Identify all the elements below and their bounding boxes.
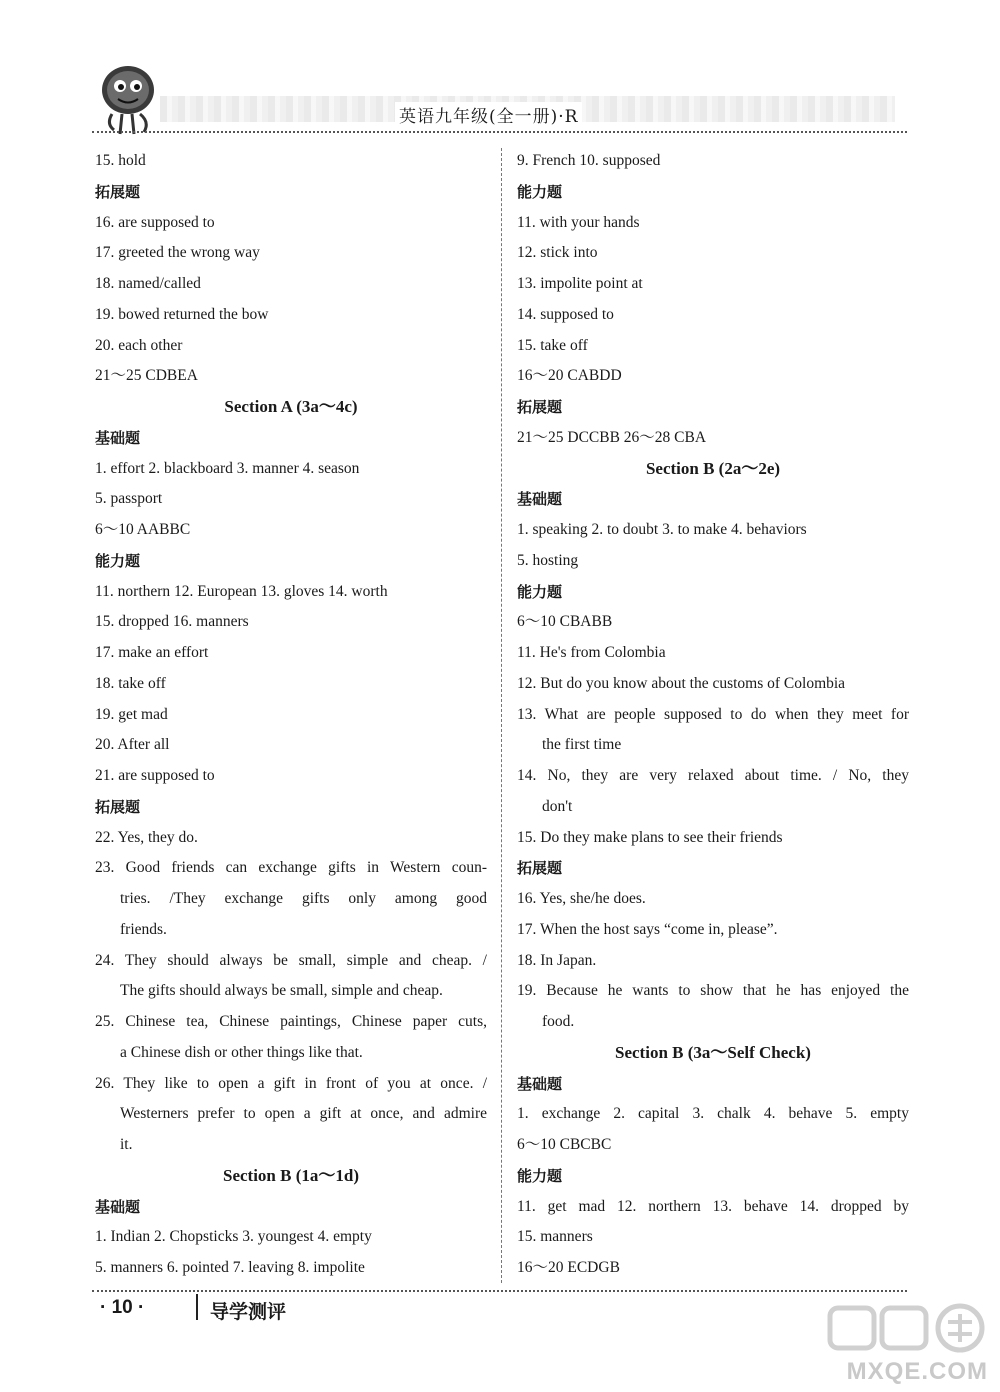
answer-line: 14. No, they are very relaxed about time. / No, they: [517, 767, 909, 784]
answer-line: 11. get mad 12. northern 13. behave 14. dropped by: [517, 1197, 909, 1215]
watermark: [820, 1300, 1000, 1392]
answer-line: 26. They like to open a gift in front of you at once. /: [95, 1074, 487, 1092]
difficulty-heading: 能力题: [517, 582, 563, 601]
difficulty-heading: 能力题: [517, 1166, 563, 1185]
answer-line: 22. Yes, they do.: [95, 828, 198, 846]
answer-line: 17. greeted the wrong way: [95, 244, 260, 262]
footer-separator: [196, 1294, 198, 1320]
difficulty-heading: 拓展题: [517, 398, 563, 416]
section-title: Section B (1a～1d): [223, 1165, 359, 1185]
answer-line: food.: [542, 1013, 575, 1030]
answer-line: 12. But do you know about the customs of Colombia: [517, 674, 846, 692]
difficulty-heading: 基础题: [95, 428, 141, 447]
answer-line: 6～10 CBABB: [517, 613, 613, 631]
footer-divider: [92, 1290, 907, 1292]
answer-line: don't: [542, 797, 573, 815]
answer-line: 25. Chinese tea, Chinese paintings, Chinese paper cuts,: [95, 1013, 487, 1030]
answer-line: 18. In Japan.: [517, 951, 597, 969]
answer-line: 1. effort 2. blackboard 3. manner 4. season: [95, 459, 360, 477]
page-header: [0, 0, 1000, 140]
right-answer-column: [517, 146, 909, 1284]
section-title: Section A (3a～4c): [224, 397, 358, 416]
header-divider: [92, 131, 907, 133]
answer-line: 15. dropped 16. manners: [95, 613, 249, 631]
answer-line: Westerners prefer to open a gift at once, and admire: [120, 1105, 487, 1123]
answer-line: tries. /They exchange gifts only among good: [120, 890, 487, 907]
answer-line: 11. with your hands: [517, 213, 640, 231]
answer-line: 19. Because he wants to show that he has enjoyed the: [517, 982, 909, 1000]
answer-line: 12. stick into: [517, 244, 598, 262]
difficulty-heading: 拓展题: [95, 182, 141, 201]
answer-line: 6～10 AABBC: [95, 521, 191, 538]
watermark-text: MXQE.COM: [846, 1358, 988, 1385]
difficulty-heading: 能力题: [517, 182, 563, 201]
answer-line: 16～20 ECDGB: [517, 1259, 620, 1276]
answer-line: 15. manners: [517, 1228, 593, 1246]
answer-line: 17. make an effort: [95, 644, 209, 661]
answer-line: 19. bowed returned the bow: [95, 305, 269, 323]
answer-line: 21～25 CDBEA: [95, 367, 198, 385]
answer-line: 15. take off: [517, 336, 588, 354]
answer-line: 5. manners 6. pointed 7. leaving 8. impolite: [95, 1259, 365, 1276]
answer-line: 21. are supposed to: [95, 767, 215, 784]
answer-line: a Chinese dish or other things like that.: [120, 1043, 363, 1061]
answer-line: 24. They should always be small, simple and cheap. /: [95, 951, 487, 969]
answer-line: 19. get mad: [95, 705, 168, 723]
difficulty-heading: 基础题: [517, 490, 563, 509]
answer-line: the first time: [542, 736, 622, 754]
answer-line: 20. After all: [95, 736, 170, 754]
section-title: Section B (2a～2e): [645, 458, 781, 478]
answer-line: 11. northern 12. European 13. gloves 14. worth: [95, 582, 388, 600]
left-answer-column: [95, 146, 487, 1284]
answer-site-logo-icon: [826, 1300, 996, 1358]
section-title: Section B (3a～Self Check): [615, 1042, 811, 1062]
answer-line: 6～10 CBCBC: [517, 1136, 612, 1153]
mascot-logo-icon: [92, 60, 162, 140]
answer-line: 11. He's from Colombia: [517, 644, 666, 661]
answer-line: 1. Indian 2. Chopsticks 3. youngest 4. empty: [95, 1228, 372, 1246]
answer-line: The gifts should always be small, simple and cheap.: [120, 982, 443, 1000]
answer-line: 15. hold: [95, 152, 146, 169]
difficulty-heading: 基础题: [517, 1074, 563, 1093]
answer-line: 20. each other: [95, 336, 183, 354]
difficulty-heading: 基础题: [95, 1197, 141, 1216]
answer-line: 5. passport: [95, 490, 163, 508]
answer-line: 1. speaking 2. to doubt 3. to make 4. behaviors: [517, 521, 807, 538]
answer-line: 16～20 CABDD: [517, 367, 622, 385]
header-title: 英语九年级(全一册)·R: [395, 102, 582, 127]
answer-line: 13. impolite point at: [517, 275, 643, 292]
answer-line: 14. supposed to: [517, 305, 614, 323]
answer-line: 16. are supposed to: [95, 213, 215, 231]
footer-brand: 导学测评: [210, 1301, 287, 1323]
answer-line: 16. Yes, she/he does.: [517, 890, 646, 907]
column-divider: [501, 148, 502, 1283]
answer-line: 18. named/called: [95, 275, 201, 292]
answer-line: it.: [120, 1136, 133, 1153]
answer-line: 18. take off: [95, 674, 166, 692]
page-number: · 10 ·: [100, 1297, 145, 1318]
answer-line: 13. What are people supposed to do when they meet for: [517, 705, 909, 723]
answer-line: 17. When the host says “come in, please”.: [517, 920, 778, 938]
answer-line: 9. French 10. supposed: [517, 152, 661, 169]
difficulty-heading: 拓展题: [517, 859, 563, 878]
difficulty-heading: 能力题: [95, 551, 141, 570]
answer-line: 1. exchange 2. capital 3. chalk 4. behave 5. empty: [517, 1105, 909, 1123]
answer-line: 23. Good friends can exchange gifts in Western coun-: [95, 859, 487, 877]
answer-line: 15. Do they make plans to see their friends: [517, 828, 783, 846]
difficulty-heading: 拓展题: [95, 797, 141, 816]
answer-line: 21～25 DCCBB 26～28 CBA: [517, 428, 707, 446]
answer-line: 5. hosting: [517, 551, 579, 569]
answer-line: friends.: [120, 920, 167, 938]
